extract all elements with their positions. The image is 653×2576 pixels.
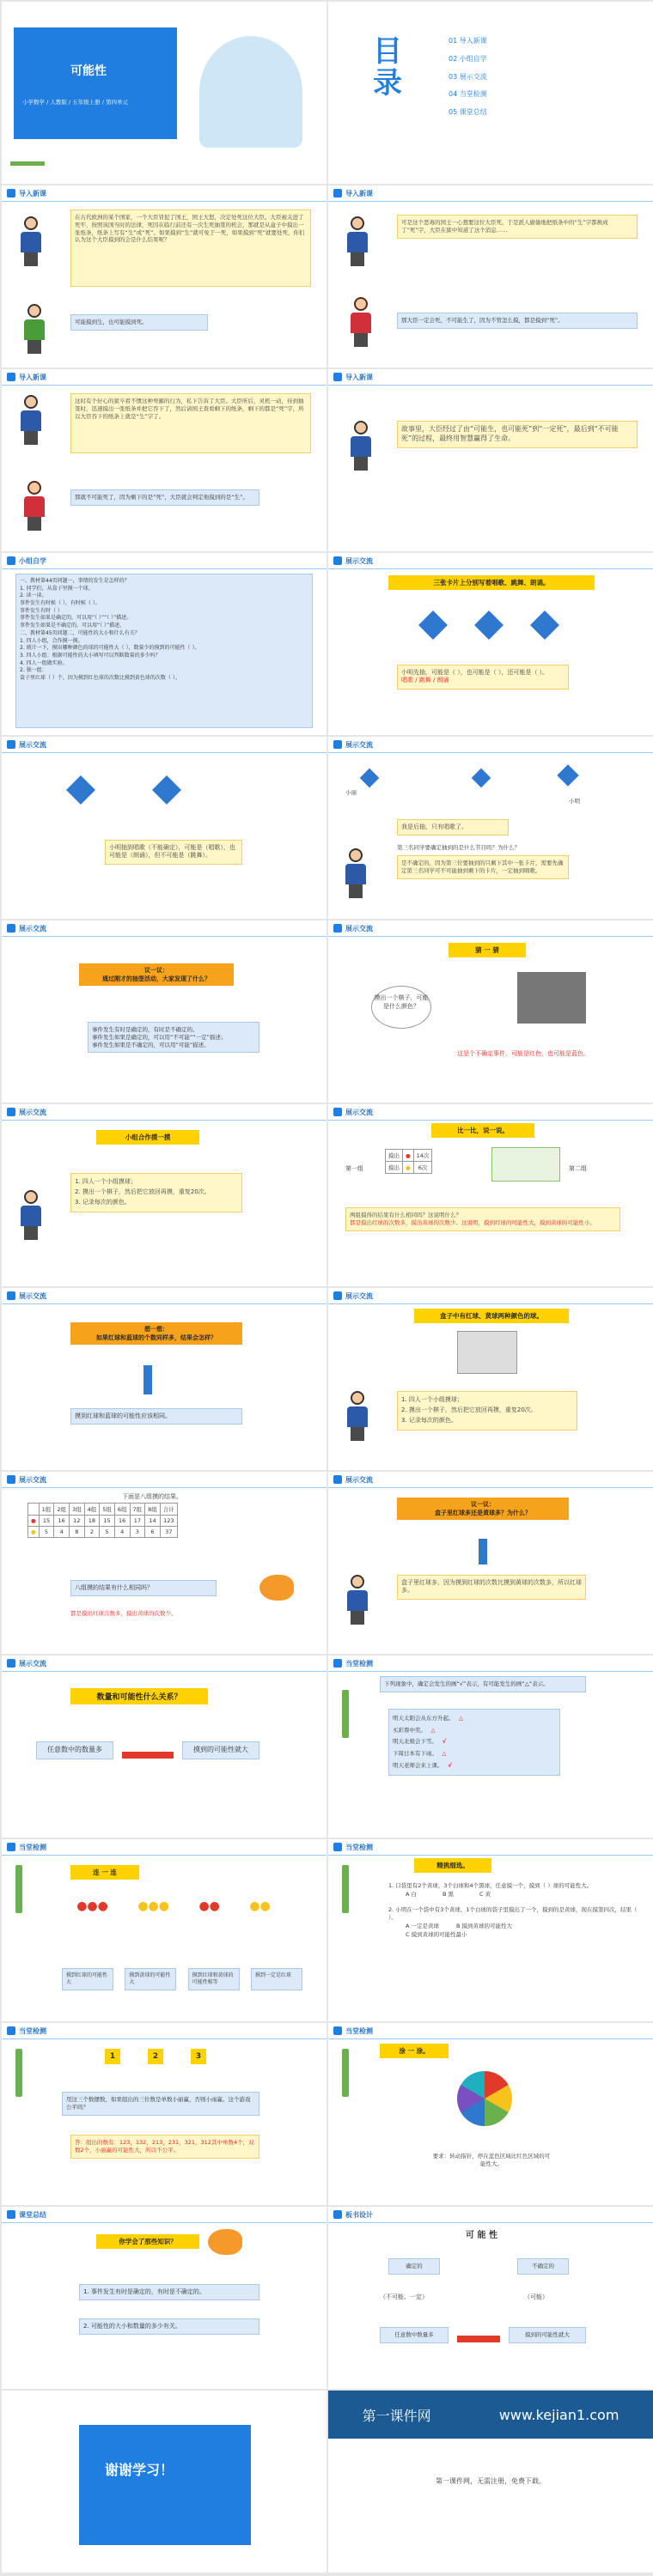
pencil-icon xyxy=(342,2049,349,2097)
question-box: 八组摸的结果有什么相同吗？ xyxy=(70,1580,217,1596)
student-1-label: 小丽 xyxy=(345,789,357,796)
card-1: 1 xyxy=(105,2049,120,2064)
header-rule xyxy=(328,752,653,753)
logo-icon xyxy=(333,1291,342,1300)
slide-show-10 xyxy=(2,1472,326,1654)
conclusion-box: 事件发生有时是确定的，有时是不确定的。 事件发生如果是确定的，可以用“不可能”“一定”描述； 事件发生如果是不确定的，可以用“可能”描述。 xyxy=(88,1022,259,1053)
slide-import-3 xyxy=(2,369,326,551)
student-2-label: 小明 xyxy=(569,798,580,805)
toc-item-1[interactable]: 01 导入新课 xyxy=(449,37,487,45)
board-bottom-left: 任意数中数量多 xyxy=(380,2327,449,2343)
header-rule xyxy=(2,1487,326,1488)
slide-import-4 xyxy=(328,369,653,551)
table-title: 下面是八组摸的结果。 xyxy=(122,1493,182,1500)
header-rule xyxy=(2,2038,326,2039)
guide-line: 事件发生如果是不确定的，可以用“（ ）”描述。 xyxy=(20,623,125,629)
header-rule xyxy=(328,568,653,569)
guide-line: 3. 四人小组：根据可能性的大小填写可以判断数量的多少吗？ xyxy=(20,652,161,659)
answer-box: 是不确定的，因为第三位要抽到的只剩下其中一张卡片，需要先确定第三名同学可不可能抽到剩下的卡片，一定抽到唱歌。 xyxy=(397,855,569,879)
section-header xyxy=(328,920,373,936)
steps-box: 1. 四人一个小组摸球； 2. 摸出一个棋子，然后把它放回再摸，重复20次。 3. 记录每次的颜色。 xyxy=(70,1173,242,1212)
spinner-pie[interactable] xyxy=(457,2071,512,2126)
header-rule xyxy=(328,385,653,386)
header-rule xyxy=(2,936,326,937)
group-2-label: 第二组 xyxy=(569,1165,587,1172)
header-rule xyxy=(328,201,653,202)
ball-group-icon: ●● xyxy=(249,1899,271,1913)
section-label: 当堂检测 xyxy=(345,2026,373,2035)
logo-icon xyxy=(333,189,342,197)
answer-box: 可能摸到生，也可能摸到死。 xyxy=(70,314,208,331)
logo-icon xyxy=(333,1475,342,1484)
slide-test-2 xyxy=(2,1839,326,2021)
question-box xyxy=(397,665,569,690)
section-header xyxy=(2,2023,46,2038)
option-card[interactable]: 摸到一定是红球 xyxy=(251,1968,302,1990)
pencil-icon xyxy=(15,1865,22,1913)
logo-icon xyxy=(7,373,15,381)
header-rule xyxy=(2,1303,326,1304)
exercise-item: 下周日本有下雨。 △ xyxy=(393,1749,447,1757)
guess-title: 猜 一 猜 xyxy=(449,943,526,957)
section-label: 展示交流 xyxy=(19,1659,46,1668)
teacher-figure xyxy=(345,421,376,471)
toc-item-2[interactable]: 02 小组自学 xyxy=(449,54,487,63)
relation-title: 数量和可能性什么关系？ xyxy=(70,1688,208,1704)
teacher-speech: 可是这个恶毒的国王一心想要这位大臣死，于是派人偷偷地把纸条中的“生”字都换成了“死”字，大臣在狱中知道了这个消息…… xyxy=(397,215,638,239)
header-rule xyxy=(328,1671,653,1672)
girl-speech: 那大臣一定会死，不可能生了，因为不管怎么摸，都是摸到“死”。 xyxy=(397,313,638,329)
cover-subtitle: 小学数学 / 人教版 / 五年级上册 / 第四单元 xyxy=(22,99,128,106)
slide-show-12 xyxy=(2,1656,326,1838)
board-left: 确定的 xyxy=(388,2258,440,2275)
logo-icon xyxy=(7,189,15,197)
exercise-item: 明天老师会来上课。 √ xyxy=(393,1761,452,1769)
section-label: 展示交流 xyxy=(345,740,373,749)
slide-show-4 xyxy=(2,920,326,1103)
slide-show-3 xyxy=(328,737,653,919)
section-header xyxy=(328,1472,373,1487)
slide-show-1 xyxy=(328,553,653,735)
logo-icon xyxy=(7,924,15,933)
section-label: 展示交流 xyxy=(19,1475,46,1484)
logo-icon xyxy=(7,2210,15,2219)
thanks-text: 谢谢学习！ xyxy=(105,2462,174,2478)
summary-line-1: 1. 事件发生有时是确定的，有时是不确定的。 xyxy=(79,2284,259,2300)
section-header xyxy=(2,1288,46,1303)
section-label: 板书设计 xyxy=(345,2210,373,2219)
slide-import-2 xyxy=(328,185,653,368)
logo-icon xyxy=(333,373,342,381)
section-label: 导入新课 xyxy=(19,373,46,381)
slide-show-11 xyxy=(328,1472,653,1654)
box-title: 盒子中有红球、黄球两种颜色的球。 xyxy=(414,1309,569,1323)
color-title: 涂 一 涂。 xyxy=(380,2044,449,2058)
logo-icon xyxy=(333,740,342,749)
down-arrow-icon xyxy=(479,1539,487,1564)
slide-self-study xyxy=(2,553,326,735)
logo-icon xyxy=(7,556,15,565)
guide-line: 事件发生如果是确定的，可以用“（ ）”“（ ）”描述。 xyxy=(20,615,132,622)
slide-thanks xyxy=(2,2391,326,2573)
toc-list xyxy=(449,33,487,122)
section-header xyxy=(2,920,46,936)
header-rule xyxy=(328,2222,653,2223)
slide-show-7 xyxy=(328,1104,653,1286)
option-card[interactable]: 摸到黄球的可能性大 xyxy=(125,1968,176,1990)
slide-import-1 xyxy=(2,185,326,368)
board-right: 不确定的 xyxy=(517,2258,569,2275)
section-label: 展示交流 xyxy=(19,924,46,933)
pencil-icon xyxy=(342,1865,349,1913)
questions: 1. 口袋里有2个黄球，3个白球和4个黑球，任意摸一个，摸到（ ）球的可能性大。 A 白 B 黑 C 黄 2. 小明在一个袋中有3个黄球、1个白球的袋子里摸出了一个，摸到的是黄球，现在摸第四次，结果（ ）。 A 一定是黄球 B 摸到黄球的可能性大 C 摸到黄球的可能性最小 xyxy=(388,1882,638,1938)
discuss-tag: 议一议： 盒子里红球多还是黄球多？为什么？ xyxy=(397,1498,569,1520)
toc-item-3[interactable]: 03 展示交流 xyxy=(449,72,487,81)
section-header xyxy=(2,1472,46,1487)
teacher-speech: 这时有个好心的狱卒看不惯这种卑鄙的行为，私下告诉了大臣。大臣听后，灵机一动，待到抽签时，迅速摸出一张纸条并把它吞下了，然后请国王查看剩下的纸条，剩下的都是“死”字，所以大臣吞下的纸条上就是“生”字了。 xyxy=(70,393,311,453)
answer-box: 小明抽到唱歌（不能确定），可能是（唱歌），也可能是（朗诵），但不可能是（跳舞）。 xyxy=(105,840,242,865)
right-box: 摸到的可能性就大 xyxy=(182,1741,259,1759)
cover-stripe xyxy=(10,161,45,166)
brand-banner xyxy=(328,2391,653,2439)
slide-show-9 xyxy=(328,1288,653,1470)
slide-test-5 xyxy=(328,2023,653,2205)
toc-item-4[interactable]: 04 当堂检测 xyxy=(449,90,487,99)
girl-figure xyxy=(345,297,376,347)
answer-box: 摸到红球和蓝球的可能性应该相同。 xyxy=(70,1408,242,1425)
down-arrow-icon xyxy=(143,1365,152,1394)
option-card[interactable]: 摸到红球和黄球的可能性相等 xyxy=(188,1968,240,1990)
guide-line: 4. 四人一组做实验。 xyxy=(20,659,68,666)
section-header xyxy=(328,1839,373,1855)
slide-test-3 xyxy=(328,1839,653,2021)
slide-summary xyxy=(2,2207,326,2389)
ball-group-icon: ●● xyxy=(198,1899,220,1913)
group-2-chart xyxy=(491,1147,560,1182)
logo-icon xyxy=(7,1291,15,1300)
slide-board xyxy=(328,2207,653,2389)
question: 第三名同学要确定抽到的是什么节目吗？为什么？ xyxy=(397,844,520,851)
logo-icon xyxy=(333,1659,342,1668)
teacher-figure xyxy=(15,1190,46,1240)
cover-illustration xyxy=(199,36,302,148)
card-3[interactable] xyxy=(557,764,578,786)
toc-item-5[interactable]: 05 课堂总结 xyxy=(449,108,487,117)
section-header xyxy=(2,1656,46,1671)
section-label: 展示交流 xyxy=(19,740,46,749)
options xyxy=(62,1968,302,1990)
requirement: 要求：转动指针，停在蓝色区域比红色区域的可能性大。 xyxy=(432,2153,551,2167)
box-illustration xyxy=(457,1331,517,1374)
answer: 都是摸出红球次数多，摸出黄球的次数少。 xyxy=(70,1610,177,1617)
section-header xyxy=(2,185,46,201)
section-label: 课堂总结 xyxy=(19,2210,46,2219)
section-header xyxy=(328,185,373,201)
section-label: 展示交流 xyxy=(345,1291,373,1300)
discussion-tag: 议一议： 通过刚才的抽签活动，大家发现了什么？ xyxy=(79,963,234,986)
fish-mascot-icon xyxy=(208,2229,242,2255)
question: 小明先抽，可能是（ ），也可能是（ ），还可能是（ ）。 xyxy=(401,669,549,676)
section-header xyxy=(2,553,46,568)
left-box: 任意数中的数量多 xyxy=(36,1741,113,1759)
section-header xyxy=(2,2207,46,2222)
logo-icon xyxy=(7,740,15,749)
header-rule xyxy=(2,568,326,569)
card-3: 3 xyxy=(191,2049,206,2064)
section-label: 小组自学 xyxy=(19,556,46,565)
guide-line: 二、教材第45页问题二，可能性的大小和什么有关？ xyxy=(20,629,140,636)
guide-line: 2. 独一组： xyxy=(20,667,47,674)
slide-toc xyxy=(328,2,653,184)
connect-title: 连 一 连 xyxy=(70,1865,139,1880)
section-header xyxy=(328,2023,373,2038)
teacher-figure xyxy=(15,395,46,445)
question-box: 用这三个数摆数，如果组出的三位数是单数小丽赢，否则小雨赢。这个游戏公平吗？ xyxy=(62,2092,259,2116)
card-2[interactable] xyxy=(472,769,491,788)
header-rule xyxy=(328,2038,653,2039)
cover-title: 可能性 xyxy=(70,64,107,78)
ball-group-icon: ●●● xyxy=(137,1899,169,1913)
ball-groups xyxy=(62,1899,285,1925)
header-rule xyxy=(328,1855,653,1856)
toc-heading: 目录 xyxy=(373,34,402,101)
slide-brand xyxy=(328,2391,653,2573)
section-label: 当堂检测 xyxy=(19,1843,46,1851)
guide-line: 1. 四人小组，合作摸一摸。 xyxy=(20,637,83,644)
girl-figure xyxy=(19,481,50,531)
section-header xyxy=(328,1104,373,1120)
slide-test-1 xyxy=(328,1656,653,1838)
pencil-icon xyxy=(342,1690,349,1738)
logo-icon xyxy=(333,1108,342,1116)
teacher-figure xyxy=(340,848,371,898)
section-label: 当堂检测 xyxy=(345,1843,373,1851)
header-rule xyxy=(2,1855,326,1856)
logo-icon xyxy=(7,1108,15,1116)
section-label: 当堂检测 xyxy=(345,1659,373,1668)
bubble: 摸出一个棋子，可能是什么颜色？ xyxy=(371,986,431,1029)
answer-box: 盒子里红球多，因为摸到红球的次数比摸到黄球的次数多，所以红球多。 xyxy=(397,1575,586,1600)
group-1-label: 第一组 xyxy=(345,1165,363,1172)
teacher-figure xyxy=(342,1391,373,1441)
header-rule xyxy=(2,1120,326,1121)
guide-title: 一、教材第44页问题一，事情的发生是怎样的？ xyxy=(20,578,130,584)
select-title: 精挑细选。 xyxy=(414,1858,491,1873)
logo-icon xyxy=(7,1843,15,1851)
section-header xyxy=(328,1288,373,1303)
brand-slogan: 第一课件网，无需注册，免费下载。 xyxy=(436,2477,546,2485)
exercise-item: 买彩票中奖。 △ xyxy=(393,1726,436,1734)
guide-line: 2. 读一读。 xyxy=(20,592,47,599)
header-rule xyxy=(2,752,326,753)
thanks-panel xyxy=(79,2425,251,2545)
section-header xyxy=(2,1104,46,1120)
logo-icon xyxy=(7,1475,15,1484)
logo-icon xyxy=(333,1843,342,1851)
section-label: 展示交流 xyxy=(19,1108,46,1116)
exercise-list xyxy=(388,1709,560,1776)
guide-line: 事件发生有时候（ ），有时候（ ）。 xyxy=(20,600,101,607)
guide-line: 事件发生有时（ ） xyxy=(20,607,63,614)
header-rule xyxy=(2,201,326,202)
guide-line: 1. 同学们，从盒子里摸一个球。 xyxy=(20,585,94,592)
group-1-table: 摸出 ● 14次 摸出 ● 6次 xyxy=(385,1149,432,1174)
steps-box: 1. 四人一个小组摸球； 2. 摸出一个棋子，然后把它放回再摸，重复20次。 3. 记录每次的颜色。 xyxy=(397,1391,577,1431)
header-rule xyxy=(328,1487,653,1488)
brand-url[interactable]: www.kejian1.com xyxy=(498,2406,619,2423)
section-label: 展示交流 xyxy=(345,1108,373,1116)
answer-line: 唱歌 / 跳舞 / 朗诵 xyxy=(401,677,449,684)
right-arrow-icon xyxy=(122,1752,174,1759)
cover-panel xyxy=(14,27,177,139)
section-header xyxy=(328,737,373,752)
instruction: 下列现象中，确定会发生的画“√”表示，有可能发生的画“△”表示。 xyxy=(380,1676,586,1692)
pencil-icon xyxy=(15,2049,22,2097)
answer-box: 答：组出的数有：123，132，213，231，321，312其中单数4个，双数2个，小丽赢的可能性大，所以不公平。 xyxy=(70,2135,259,2159)
card-2: 2 xyxy=(148,2049,163,2064)
section-label: 展示交流 xyxy=(345,924,373,933)
section-label: 导入新课 xyxy=(19,189,46,197)
brand-name: 第一课件网 xyxy=(362,2407,431,2424)
slide-show-8 xyxy=(2,1288,326,1470)
think-tag: 想一想： 如果红球和蓝球的个数同样多，结果会怎样？ xyxy=(70,1322,242,1345)
story-box: 在古代欧洲的某个国家，一个大臣冒犯了国王，国王大怒，决定处死这位大臣。大臣被关进了死牢，按照该国当时的法律，死囚在临行前还有一次生死抽签的机会，那就是从盒子中摸出一张纸条，纸条上写有“生”或“死”。如果摸到“生”就可免于一死，如果摸到“死”就要处死，你们认为这个大臣摸到的会是什么结果呢？ xyxy=(70,210,311,287)
section-label: 导入新课 xyxy=(345,373,373,381)
section-header xyxy=(328,1656,373,1671)
card-1[interactable] xyxy=(360,769,380,788)
banner: 三张卡片上分别写着唱歌、跳舞、朗诵。 xyxy=(388,575,595,590)
section-header xyxy=(2,737,46,752)
slide-test-4 xyxy=(2,2023,326,2205)
section-header xyxy=(2,1839,46,1855)
section-header xyxy=(328,2207,373,2222)
logo-icon xyxy=(333,2026,342,2035)
compare-title: 比一比，说一说。 xyxy=(431,1123,534,1138)
section-label: 当堂检测 xyxy=(19,2026,46,2035)
card-2[interactable] xyxy=(152,775,181,805)
card-3[interactable] xyxy=(530,611,559,640)
teacher-figure xyxy=(15,216,46,266)
boy-figure xyxy=(19,304,50,354)
section-label: 展示交流 xyxy=(345,556,373,565)
results-table: 1组 2组 3组 4组 5组 6组 7组 8组 合计 ● 15 16 12 18 15 16 17 14 123 ● 5 4 8 2 5 4 3 6 37 xyxy=(27,1503,178,1538)
section-label: 展示交流 xyxy=(345,1475,373,1484)
slide-show-5 xyxy=(328,920,653,1103)
box-illustration xyxy=(517,972,586,1024)
logo-icon xyxy=(333,924,342,933)
header-rule xyxy=(328,1120,653,1121)
slide-show-2 xyxy=(2,737,326,919)
header-rule xyxy=(328,936,653,937)
section-header xyxy=(328,553,373,568)
board-right-value: （可能） xyxy=(524,2293,548,2300)
guide-line: 盒子里红球（ ）个，因为摸到红色球的次数比摸到黄色球的次数（ ）。 xyxy=(20,674,180,681)
teacher-figure xyxy=(342,1575,373,1625)
header-rule xyxy=(328,1303,653,1304)
group-title: 小组合作摸一摸 xyxy=(96,1130,199,1145)
section-header xyxy=(328,369,373,385)
summary-question: 你学会了那些知识？ xyxy=(96,2234,199,2249)
girl-speech: 那就不可能死了，因为剩下的是“死”，大臣就会判定他摸到的是“生”。 xyxy=(70,489,259,506)
guide-line: 2. 统计一下，摸出哪种颜色的球的可能性大（ ），数量少的摸到的可能性（ ）。 xyxy=(20,645,200,652)
slide-show-6 xyxy=(2,1104,326,1286)
teacher-speech: 故事里，大臣经过了由“可能生，也可能死”到“一定死”，最后到“不可能死”的过程，最终用智慧赢得了生命。 xyxy=(397,421,638,448)
study-guide xyxy=(15,574,313,728)
answer: 这是个不确定事件，可能是红色，也可能是蓝色。 xyxy=(457,1050,589,1057)
logo-icon xyxy=(333,2210,342,2219)
summary-line-2: 2. 可能性的大小和数量的多少有关。 xyxy=(79,2318,259,2335)
speech: 我是后抽，只有唱歌了。 xyxy=(397,819,509,835)
board-left-value: （不可能、一定） xyxy=(380,2293,428,2300)
card-2[interactable] xyxy=(474,611,503,640)
exercise-item: 明天北极会下雪。 √ xyxy=(393,1738,447,1746)
ball-group-icon: ●●● xyxy=(76,1899,108,1913)
conclusion-box: 两组摸得的结果有什么相同吗？这说明什么？ 都是摸出红球的次数多，摸出黄球的次数少。这说明，摸到红球的可能性大，摸到黄球的可能性小。 xyxy=(345,1207,620,1231)
card-1[interactable] xyxy=(66,775,95,805)
logo-icon xyxy=(7,2026,15,2035)
card-1[interactable] xyxy=(418,611,448,640)
teacher-figure xyxy=(342,216,373,266)
section-header xyxy=(2,369,46,385)
option-card[interactable]: 摸到红球的可能性大 xyxy=(62,1968,113,1990)
right-arrow-icon xyxy=(457,2336,500,2342)
board-bottom-right: 摸到的可能性就大 xyxy=(509,2327,586,2343)
logo-icon xyxy=(333,556,342,565)
exercise-item: 明天太阳会从东方升起。 △ xyxy=(393,1715,463,1722)
board-title: 可 能 性 xyxy=(466,2231,497,2240)
slide-cover xyxy=(2,2,326,184)
section-label: 展示交流 xyxy=(19,1291,46,1300)
logo-icon xyxy=(7,1659,15,1668)
header-rule xyxy=(2,1671,326,1672)
section-label: 导入新课 xyxy=(345,189,373,197)
header-rule xyxy=(2,2222,326,2223)
fish-mascot-icon xyxy=(259,1575,294,1601)
header-rule xyxy=(2,385,326,386)
